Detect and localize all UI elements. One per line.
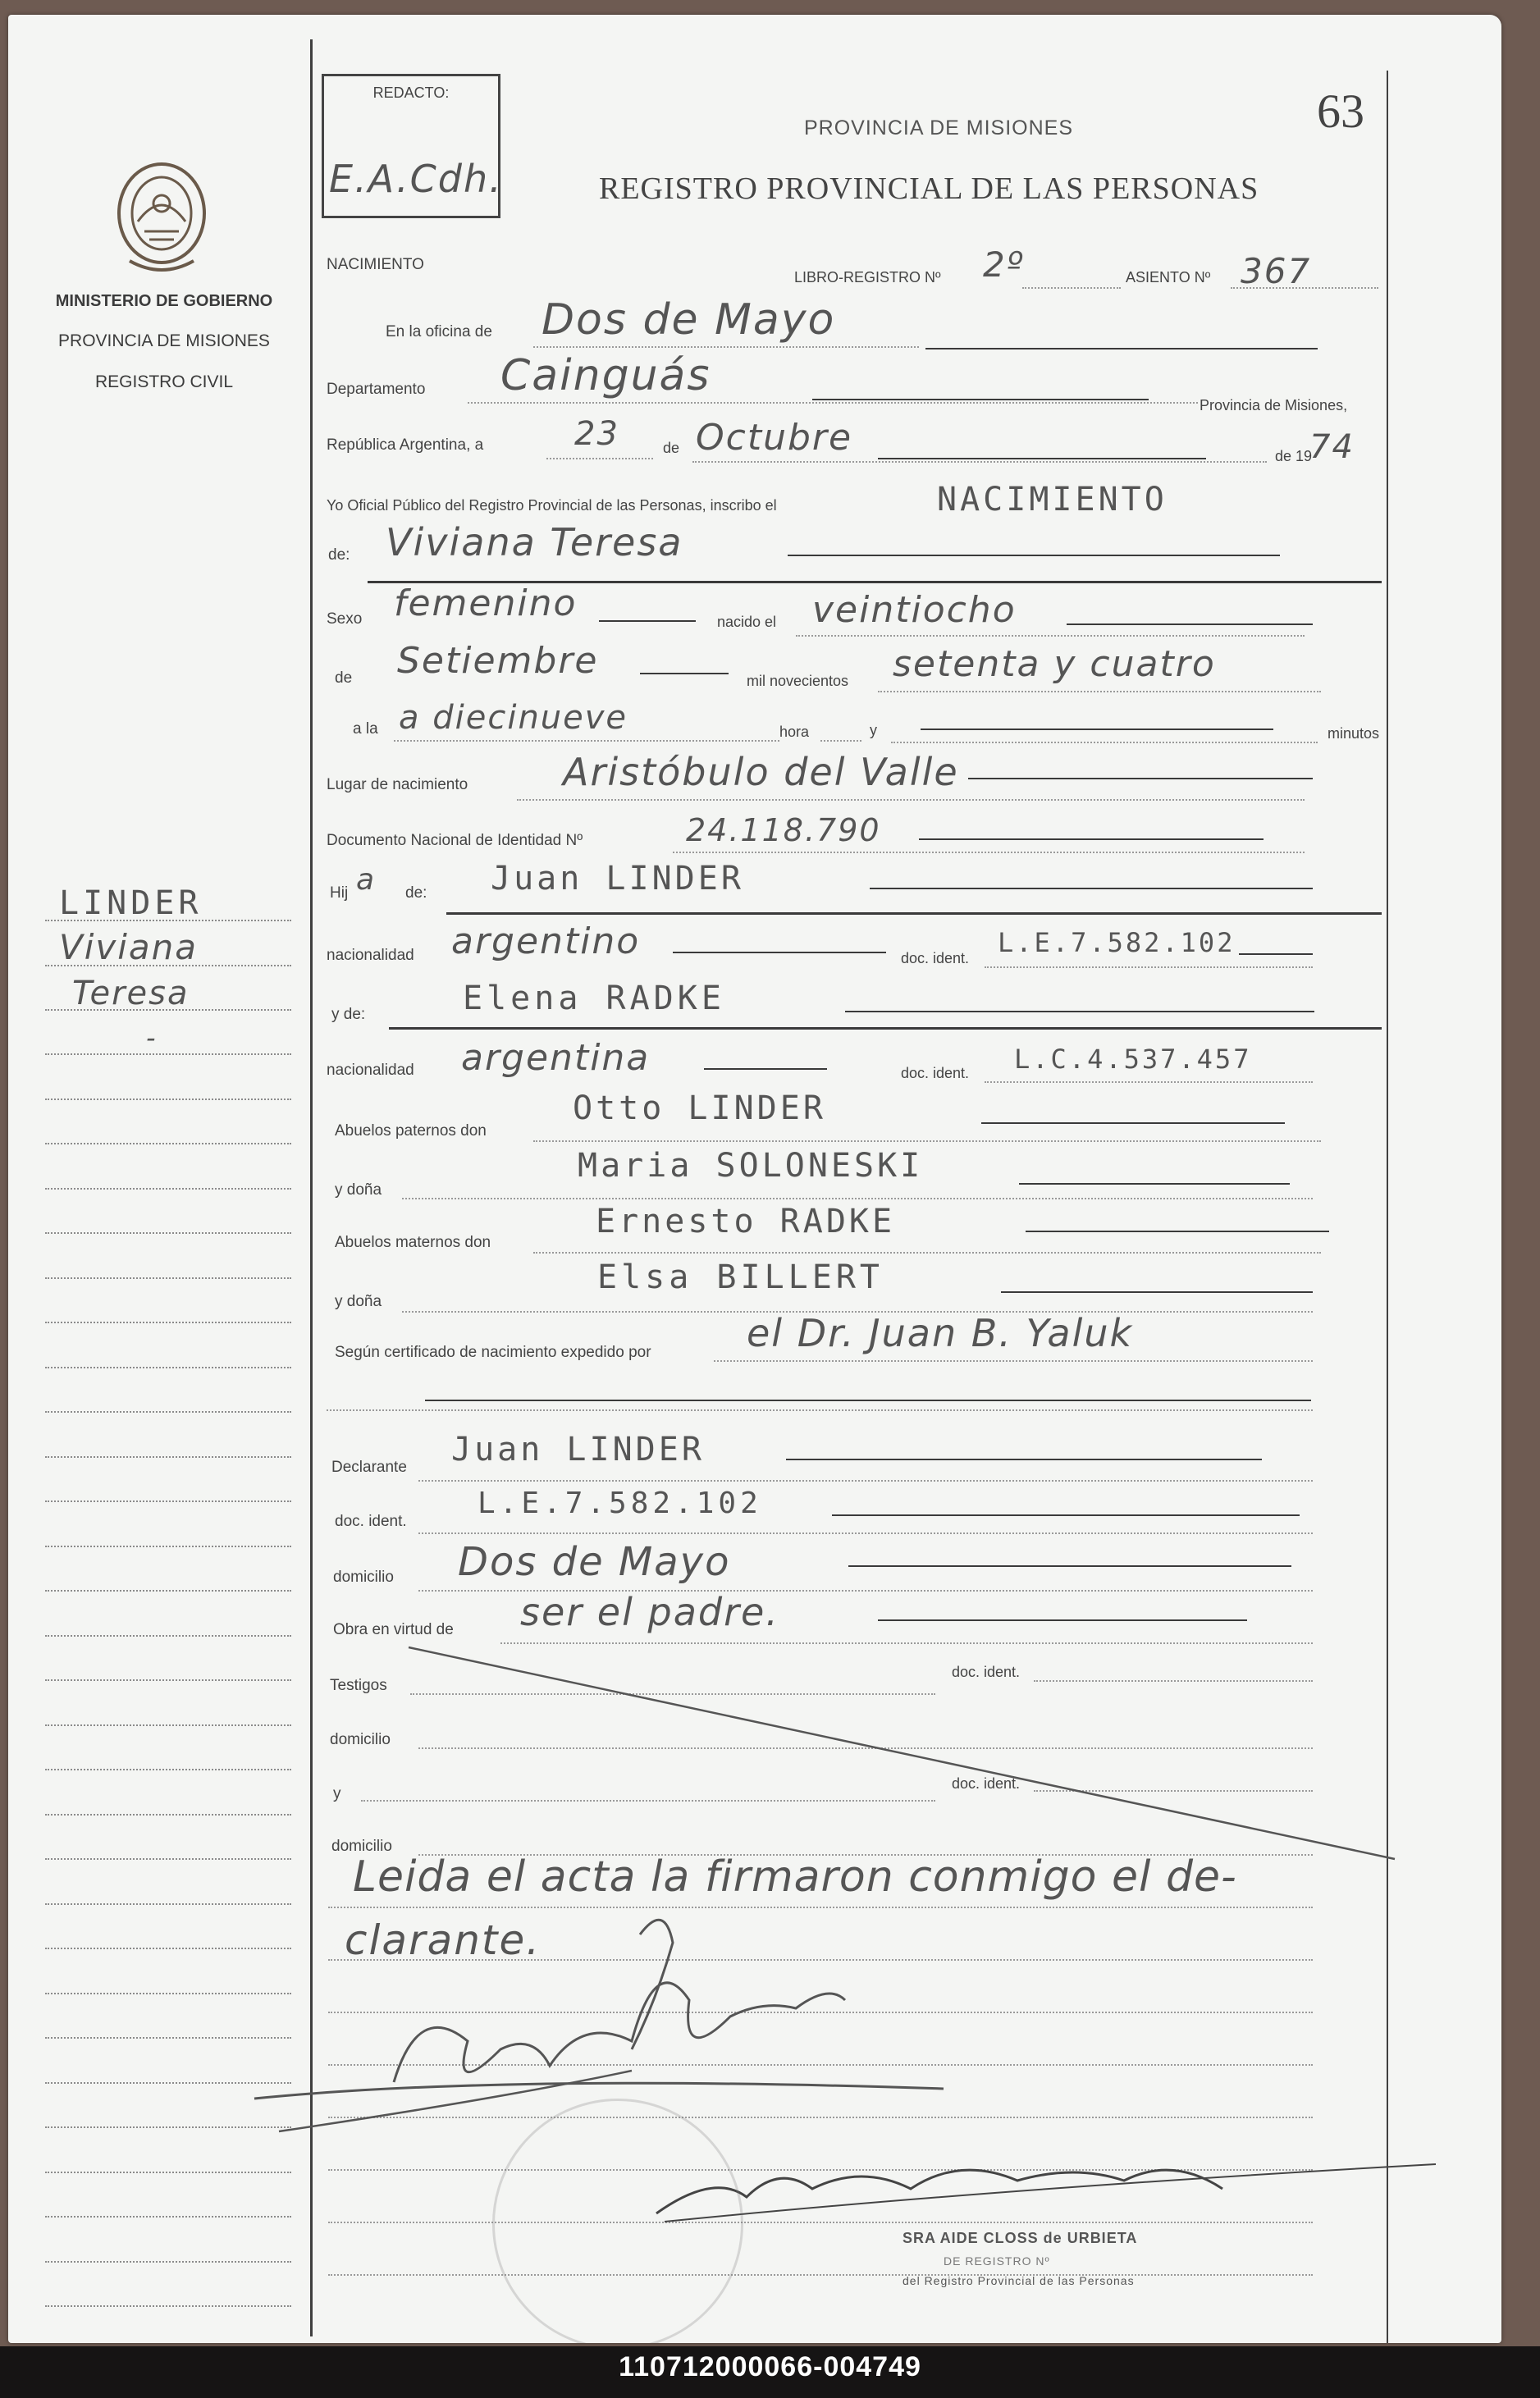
oficina-value: Dos de Mayo (542, 295, 836, 345)
y-de-label: y de: (331, 1006, 366, 1023)
hij-label: Hij (330, 884, 349, 902)
lugar-label: Lugar de nacimiento (327, 776, 468, 793)
segun-certificado-label: Según certificado de nacimiento expedido por (335, 1344, 651, 1361)
dni-label: Documento Nacional de Identidad Nº (327, 832, 583, 849)
stub-surname: LINDER (59, 884, 203, 922)
official-signature (8, 15, 1501, 2343)
abuelos-paternos-label: Abuelos paternos don (335, 1122, 487, 1140)
official-round-stamp (492, 2099, 743, 2343)
dni-value: 24.118.790 (686, 812, 881, 848)
de-label: de (663, 440, 680, 456)
official-stamp-line-3: del Registro Provincial de las Personas (903, 2274, 1135, 2287)
abuelos-maternos-label: Abuelos maternos don (335, 1234, 491, 1251)
padre-value: Juan LINDER (491, 860, 744, 898)
obra-en-virtud-value: ser el padre. (520, 1590, 779, 1634)
y-label: y (870, 722, 877, 738)
domicilio-testigo-1-label: domicilio (330, 1731, 391, 1748)
y-testigo-label: y (333, 1785, 341, 1802)
stub-dash: - (146, 1022, 158, 1053)
declarante-domicilio-value: Dos de Mayo (458, 1539, 731, 1585)
de-mes-label: de (335, 669, 353, 687)
lugar-value: Aristóbulo del Valle (563, 750, 959, 794)
official-stamp-line-2: DE REGISTRO Nº (944, 2254, 1050, 2268)
sexo-value: femenino (394, 582, 578, 624)
de-name-label: de: (328, 546, 350, 564)
redacto-initials: E.A.Cdh. (329, 157, 503, 201)
hij-suffix: a (356, 863, 377, 897)
padre-doc-value: L.E.7.582.102 (998, 927, 1236, 958)
anio-value: 74 (1309, 428, 1355, 466)
official-stamp-name: SRA AIDE CLOSS de URBIETA (903, 2230, 1138, 2246)
asiento-label: ASIENTO Nº (1126, 269, 1211, 285)
obra-en-virtud-label: Obra en virtud de (333, 1621, 454, 1638)
registry-title: REGISTRO PROVINCIAL DE LAS PERSONAS (599, 171, 1259, 206)
padre-nacionalidad-value: argentino (451, 920, 641, 962)
ministry-line-1: MINISTERIO DE GOBIERNO (55, 292, 273, 310)
cierre-line-1: Leida el acta la firmaron conmigo el de- (353, 1852, 1237, 1902)
abuela-paterna-value: Maria SOLONESKI (578, 1147, 924, 1185)
domicilio-testigo-2-label: domicilio (331, 1838, 392, 1855)
nacido-mes-value: Setiembre (397, 640, 599, 682)
ministry-line-2: PROVINCIA DE MISIONES (58, 331, 270, 350)
birth-certificate-page (8, 15, 1501, 2343)
nacido-dia-value: veintiocho (812, 589, 1017, 631)
departamento-label: Departamento (327, 381, 426, 398)
image-identifier: 110712000066-004749 (619, 2351, 921, 2382)
ministry-line-3: REGISTRO CIVIL (94, 372, 234, 391)
madre-value: Elena RADKE (463, 980, 725, 1017)
mes-value: Octubre (696, 417, 853, 459)
y-dona-paterna-label: y doña (335, 1181, 382, 1199)
nacionalidad-padre-label: nacionalidad (327, 947, 414, 964)
cierre-line-2: clarante. (345, 1916, 542, 1964)
abuela-materna-value: Elsa BILLERT (597, 1258, 884, 1296)
declarante-value: Juan LINDER (451, 1431, 705, 1468)
doc-ident-declarante-label: doc. ident. (335, 1513, 407, 1530)
hora-value: a diecinueve (399, 699, 628, 737)
yo-oficial-label: Yo Oficial Público del Registro Provincial de las Personas, inscribo el (327, 497, 777, 514)
doc-ident-padre-label: doc. ident. (901, 950, 970, 966)
hora-label: hora (779, 724, 810, 740)
nombre-value: Viviana Teresa (386, 520, 683, 564)
minutos-label: minutos (1328, 725, 1380, 742)
doc-ident-madre-label: doc. ident. (901, 1065, 970, 1081)
mil-novecientos-label: mil novecientos (747, 673, 849, 689)
acto-value: NACIMIENTO (937, 481, 1168, 518)
nacido-anio-value: setenta y cuatro (893, 643, 1216, 685)
madre-nacionalidad-value: argentina (461, 1037, 651, 1079)
stub-given-name-2: Teresa (72, 975, 190, 1012)
declarante-doc-value: L.E.7.582.102 (478, 1487, 762, 1520)
provincia-label: Provincia de Misiones, (1200, 397, 1348, 413)
doc-ident-testigo-2-label: doc. ident. (952, 1775, 1021, 1792)
abuelo-paterno-value: Otto LINDER (573, 1089, 826, 1127)
redacto-label: REDACTO: (372, 85, 450, 101)
libro-registro-value: 2º (983, 244, 1025, 285)
declarante-label: Declarante (331, 1459, 407, 1476)
nacionalidad-madre-label: nacionalidad (327, 1062, 414, 1079)
sexo-label: Sexo (327, 610, 363, 628)
madre-doc-value: L.C.4.537.457 (1014, 1044, 1252, 1075)
page-number: 63 (1317, 85, 1364, 138)
de-19-label: de 19 (1275, 448, 1313, 464)
dia-value: 23 (574, 415, 619, 453)
a-la-label: a la (353, 720, 378, 738)
republica-label: República Argentina, a (327, 436, 484, 454)
asiento-value: 367 (1241, 251, 1312, 291)
de-padre-label: de: (405, 884, 427, 902)
nacimiento-label: NACIMIENTO (327, 256, 424, 273)
certificado-por-value: el Dr. Juan B. Yaluk (747, 1311, 1134, 1355)
departamento-value: Cainguás (500, 351, 711, 400)
y-dona-materna-label: y doña (335, 1293, 382, 1310)
doc-ident-testigo-1-label: doc. ident. (952, 1664, 1021, 1680)
testigos-label: Testigos (330, 1677, 387, 1694)
nacido-el-label: nacido el (717, 614, 777, 630)
stub-given-name-1: Viviana (59, 927, 199, 967)
libro-registro-label: LIBRO-REGISTRO Nº (794, 269, 941, 285)
domicilio-declarante-label: domicilio (333, 1569, 394, 1586)
province-heading: PROVINCIA DE MISIONES (804, 116, 1074, 139)
abuelo-materno-value: Ernesto RADKE (596, 1203, 896, 1240)
oficina-label: En la oficina de (386, 323, 492, 340)
